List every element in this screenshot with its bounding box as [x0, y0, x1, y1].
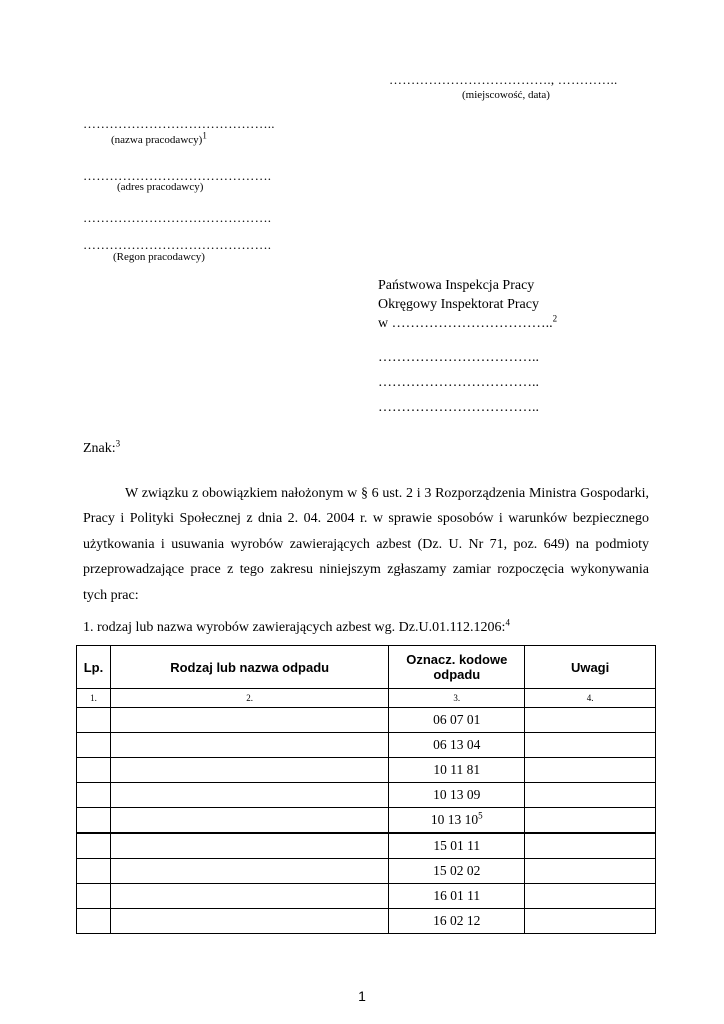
- cell-notes[interactable]: [525, 708, 656, 733]
- cell-lp[interactable]: [77, 758, 111, 783]
- recipient-dots-3[interactable]: ……………………………..: [378, 400, 539, 415]
- reference-label: Znak:$^3$: [83, 438, 121, 456]
- cell-notes[interactable]: [525, 833, 656, 859]
- table-row: [77, 783, 656, 808]
- recipient-line-2: Okręgowy Inspektorat Pracy: [378, 297, 539, 312]
- cell-waste-code: 10 13 09: [389, 783, 525, 808]
- table-row: [77, 884, 656, 909]
- recipient-dots-2[interactable]: ……………………………..: [378, 375, 539, 390]
- employer-address-line-2[interactable]: …………………………………….: [83, 210, 272, 225]
- recipient-line-1: Państwowa Inspekcja Pracy: [378, 278, 535, 293]
- cell-notes[interactable]: [525, 808, 656, 834]
- footnote-ref-5: 5: [478, 810, 483, 821]
- place-date-line[interactable]: ………………………………., …………..: [389, 72, 618, 87]
- employer-regon-line[interactable]: …………………………………….: [83, 237, 272, 252]
- cell-waste-name[interactable]: [110, 758, 388, 783]
- table-row: [77, 859, 656, 884]
- cell-notes[interactable]: [525, 859, 656, 884]
- cell-waste-code: 10 13 $10^5$: [389, 808, 525, 834]
- cell-notes[interactable]: [525, 783, 656, 808]
- table-row: [77, 808, 656, 834]
- cell-lp[interactable]: [77, 808, 111, 834]
- employer-regon-label: (Regon pracodawcy): [113, 251, 205, 263]
- cell-waste-name[interactable]: [110, 909, 388, 934]
- cell-waste-code: 10 11 81: [389, 758, 525, 783]
- employer-address-line[interactable]: …………………………………….: [83, 168, 272, 183]
- header-notes: Uwagi: [525, 646, 656, 689]
- employer-name-label: (nazwa pracodawcy)$^1$: [111, 130, 207, 146]
- header-lp: Lp.: [77, 646, 111, 689]
- employer-address-label: (adres pracodawcy): [117, 181, 204, 193]
- recipient-line-3[interactable]: w ……………………………..$^2$: [378, 313, 558, 331]
- cell-waste-code: 16 02 12: [389, 909, 525, 934]
- cell-lp[interactable]: [77, 708, 111, 733]
- cell-lp[interactable]: [77, 884, 111, 909]
- cell-lp[interactable]: [77, 783, 111, 808]
- table-row: [77, 909, 656, 934]
- table-number-row: [77, 689, 656, 708]
- cell-notes[interactable]: [525, 884, 656, 909]
- header-waste-code: Oznacz. kodowe odpadu: [389, 646, 525, 689]
- page-number: 1: [358, 988, 366, 1004]
- cell-waste-code: 15 01 11: [389, 833, 525, 859]
- cell-waste-name[interactable]: [110, 859, 388, 884]
- body-paragraph: [83, 481, 649, 608]
- cell-waste-code: 16 01 11: [389, 884, 525, 909]
- table-header-row: [77, 646, 656, 689]
- body-text: W związku z obowiązkiem nałożonym w § 6 ust. 2 i 3 Rozporządzenia Ministra Gospodarki, Pracy i Polityki Społecznej z dnia 2. 04. 2004 r. w sprawie sposobów i warunków bezpiecznego użytkowania i usuwania wyrobów zawierających azbest (Dz. U. Nr 71, poz. 649) na podmioty przeprowadzające prace z tego zakresu niniejszym zgłaszamy zamiar rozpoczęcia wykonywania tych prac:: [83, 486, 649, 603]
- header-waste-name: Rodzaj lub nazwa odpadu: [110, 646, 388, 689]
- cell-waste-name[interactable]: [110, 733, 388, 758]
- cell-waste-code: 15 02 02: [389, 859, 525, 884]
- cell-notes[interactable]: [525, 758, 656, 783]
- footnote-ref-3: 3: [115, 438, 121, 449]
- cell-waste-name[interactable]: [110, 808, 388, 834]
- cell-waste-name[interactable]: [110, 884, 388, 909]
- employer-name-line[interactable]: ……………………………………..: [83, 116, 275, 131]
- cell-lp[interactable]: [77, 833, 111, 859]
- footnote-ref-2: 2: [552, 313, 558, 324]
- cell-waste-code: 06 07 01: [389, 708, 525, 733]
- cell-lp[interactable]: [77, 859, 111, 884]
- table-row: [77, 708, 656, 733]
- cell-waste-name[interactable]: [110, 783, 388, 808]
- table-row: [77, 833, 656, 859]
- footnote-ref-4: 4: [505, 617, 510, 628]
- footnote-ref-1: 1: [202, 130, 207, 141]
- recipient-dots-1[interactable]: ……………………………..: [378, 350, 539, 365]
- table-row: [77, 733, 656, 758]
- cell-notes[interactable]: [525, 909, 656, 934]
- section-1-heading: 1. rodzaj lub nazwa wyrobów zawierających azbest wg. Dz.U.01.112.1206:$^4$: [83, 617, 510, 635]
- col-number-2: 2.: [110, 689, 388, 708]
- cell-notes[interactable]: [525, 733, 656, 758]
- place-date-label: (miejscowość, data): [462, 89, 550, 101]
- col-number-4: 4.: [525, 689, 656, 708]
- col-number-1: 1.: [77, 689, 111, 708]
- col-number-3: 3.: [389, 689, 525, 708]
- cell-waste-name[interactable]: [110, 833, 388, 859]
- cell-lp[interactable]: [77, 909, 111, 934]
- cell-lp[interactable]: [77, 733, 111, 758]
- cell-waste-name[interactable]: [110, 708, 388, 733]
- waste-table: [76, 645, 656, 934]
- cell-waste-code: 06 13 04: [389, 733, 525, 758]
- table-row: [77, 758, 656, 783]
